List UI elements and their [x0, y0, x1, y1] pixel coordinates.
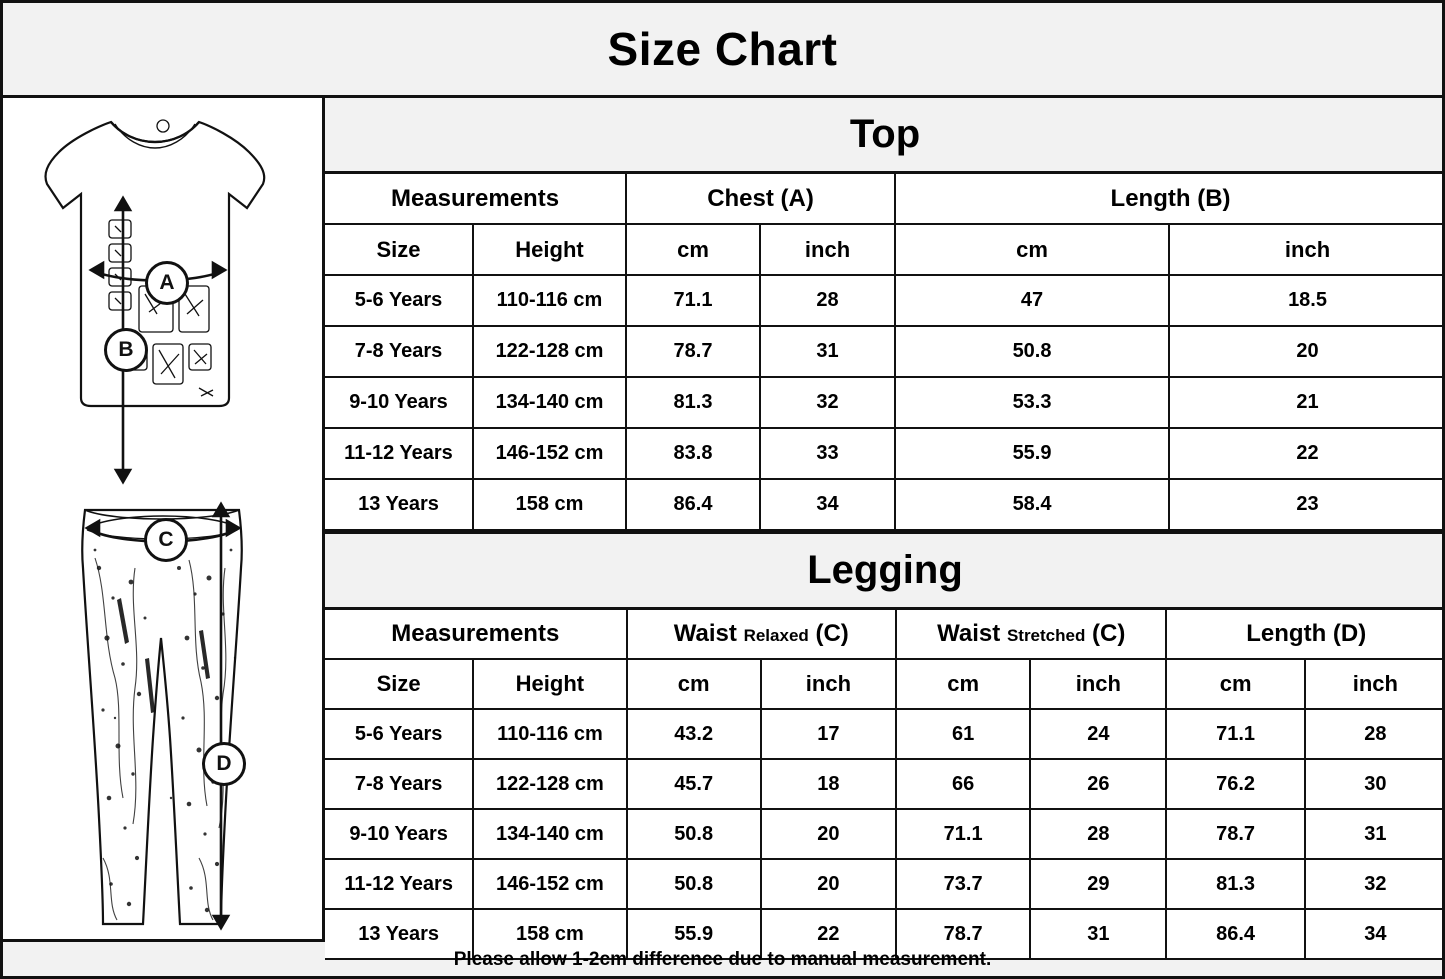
legging-row2-length-cm: 78.7: [1166, 809, 1304, 859]
top-row3-height: 146-152 cm: [473, 428, 626, 479]
legging-subheader-relaxed-inch: inch: [761, 659, 896, 709]
top-row2-height: 134-140 cm: [473, 377, 626, 428]
legging-section: [325, 534, 1445, 960]
top-measurements-table: [325, 174, 1445, 531]
marker-d: D: [202, 742, 246, 786]
top-header-length: Length (B): [895, 174, 1445, 224]
chart-body: [3, 98, 1442, 945]
legging-row2-height: 134-140 cm: [473, 809, 626, 859]
table-row: [325, 759, 1445, 809]
legging-row2-length-inch: 31: [1305, 809, 1445, 859]
top-row1-length-cm: 50.8: [895, 326, 1169, 377]
legging-row1-length-inch: 30: [1305, 759, 1445, 809]
legging-sub-header-row: [325, 659, 1445, 709]
legging-row0-size: 5-6 Years: [325, 709, 473, 759]
top-row0-chest-inch: 28: [760, 275, 895, 326]
waist-relaxed-main: Waist: [673, 620, 737, 647]
top-row0-length-cm: 47: [895, 275, 1169, 326]
top-row0-length-inch: 18.5: [1169, 275, 1445, 326]
legging-row4-size: 13 Years: [325, 909, 473, 959]
waist-relaxed-code: (C): [815, 620, 849, 647]
top-row1-chest-cm: 78.7: [626, 326, 760, 377]
legging-row3-height: 146-152 cm: [473, 859, 626, 909]
legging-row2-relaxed-inch: 20: [761, 809, 896, 859]
legging-group-header-row: [325, 610, 1445, 659]
table-row: [325, 809, 1445, 859]
legging-row1-relaxed-inch: 18: [761, 759, 896, 809]
top-section-title: Top: [849, 112, 921, 156]
marker-b: B: [104, 328, 148, 372]
table-row: [325, 377, 1445, 428]
top-section-header: [325, 98, 1445, 174]
legging-row2-relaxed-cm: 50.8: [627, 809, 761, 859]
legging-section-title: Legging: [807, 548, 963, 592]
legging-header-waist-stretched: [896, 610, 1166, 659]
waist-stretched-main: Waist: [937, 620, 1001, 647]
legging-row0-relaxed-cm: 43.2: [627, 709, 761, 759]
table-row: [325, 428, 1445, 479]
legging-row4-relaxed-inch: 22: [761, 909, 896, 959]
waist-stretched-sub: Stretched: [1006, 626, 1086, 645]
top-row2-length-inch: 21: [1169, 377, 1445, 428]
legging-row3-length-inch: 32: [1305, 859, 1445, 909]
legging-row0-relaxed-inch: 17: [761, 709, 896, 759]
legging-header-waist-relaxed: [627, 610, 896, 659]
top-row3-length-inch: 22: [1169, 428, 1445, 479]
legging-row4-length-inch: 34: [1305, 909, 1445, 959]
top-row0-height: 110-116 cm: [473, 275, 626, 326]
top-subheader-length-cm: cm: [895, 224, 1169, 275]
top-subheader-length-inch: inch: [1169, 224, 1445, 275]
top-row4-size: 13 Years: [325, 479, 473, 530]
legging-row3-stretched-cm: 73.7: [896, 859, 1030, 909]
legging-row4-stretched-inch: 31: [1030, 909, 1166, 959]
top-subheader-size: Size: [325, 224, 473, 275]
legging-section-header: [325, 534, 1445, 610]
tables-panel: [325, 98, 1445, 945]
legging-measurements-table: [325, 610, 1445, 960]
top-header-chest: Chest (A): [626, 174, 895, 224]
legging-header-measurements: Measurements: [325, 610, 627, 659]
legging-row2-stretched-inch: 28: [1030, 809, 1166, 859]
top-row1-height: 122-128 cm: [473, 326, 626, 377]
legging-row4-relaxed-cm: 55.9: [627, 909, 761, 959]
footer-note: Please allow 1-2cm difference due to manual measurement.: [453, 948, 992, 970]
table-row: [325, 479, 1445, 530]
legging-row3-relaxed-inch: 20: [761, 859, 896, 909]
waist-stretched-code: (C): [1092, 620, 1126, 647]
legging-subheader-stretched-inch: inch: [1030, 659, 1166, 709]
legging-row1-stretched-cm: 66: [896, 759, 1030, 809]
top-row2-chest-inch: 32: [760, 377, 895, 428]
legging-row0-length-inch: 28: [1305, 709, 1445, 759]
marker-a: A: [145, 261, 189, 305]
table-row: [325, 275, 1445, 326]
top-row4-height: 158 cm: [473, 479, 626, 530]
top-row0-chest-cm: 71.1: [626, 275, 760, 326]
legging-row3-length-cm: 81.3: [1166, 859, 1304, 909]
legging-row4-stretched-cm: 78.7: [896, 909, 1030, 959]
legging-subheader-length-inch: inch: [1305, 659, 1445, 709]
legging-header-length: Length (D): [1166, 610, 1445, 659]
page-title-bar: [3, 3, 1442, 98]
legging-row0-height: 110-116 cm: [473, 709, 626, 759]
top-subheader-height: Height: [473, 224, 626, 275]
table-row: [325, 859, 1445, 909]
page-title: Size Chart: [607, 23, 838, 75]
legging-row0-stretched-cm: 61: [896, 709, 1030, 759]
top-header-measurements: Measurements: [325, 174, 626, 224]
top-row4-chest-inch: 34: [760, 479, 895, 530]
top-section: [325, 98, 1445, 534]
legging-row0-length-cm: 71.1: [1166, 709, 1304, 759]
waist-relaxed-sub: Relaxed: [743, 626, 809, 645]
legging-subheader-size: Size: [325, 659, 473, 709]
top-subheader-chest-cm: cm: [626, 224, 760, 275]
legging-row3-relaxed-cm: 50.8: [627, 859, 761, 909]
top-row4-length-cm: 58.4: [895, 479, 1169, 530]
top-row3-chest-inch: 33: [760, 428, 895, 479]
legging-row1-length-cm: 76.2: [1166, 759, 1304, 809]
legging-subheader-length-cm: cm: [1166, 659, 1304, 709]
top-row3-chest-cm: 83.8: [626, 428, 760, 479]
legging-row4-height: 158 cm: [473, 909, 626, 959]
legging-row1-relaxed-cm: 45.7: [627, 759, 761, 809]
marker-c: C: [144, 518, 188, 562]
legging-row1-size: 7-8 Years: [325, 759, 473, 809]
legging-subheader-height: Height: [473, 659, 626, 709]
top-row2-size: 9-10 Years: [325, 377, 473, 428]
legging-row1-height: 122-128 cm: [473, 759, 626, 809]
top-row0-size: 5-6 Years: [325, 275, 473, 326]
top-row1-size: 7-8 Years: [325, 326, 473, 377]
legging-row3-stretched-inch: 29: [1030, 859, 1166, 909]
legging-subheader-stretched-cm: cm: [896, 659, 1030, 709]
top-sub-header-row: [325, 224, 1445, 275]
top-subheader-chest-inch: inch: [760, 224, 895, 275]
top-row4-chest-cm: 86.4: [626, 479, 760, 530]
legging-row1-stretched-inch: 26: [1030, 759, 1166, 809]
legging-row2-size: 9-10 Years: [325, 809, 473, 859]
top-group-header-row: [325, 174, 1445, 224]
top-row1-length-inch: 20: [1169, 326, 1445, 377]
legging-row4-length-cm: 86.4: [1166, 909, 1304, 959]
top-row1-chest-inch: 31: [760, 326, 895, 377]
legging-subheader-relaxed-cm: cm: [627, 659, 761, 709]
table-row: [325, 709, 1445, 759]
top-row3-length-cm: 55.9: [895, 428, 1169, 479]
table-row: [325, 326, 1445, 377]
top-row4-length-inch: 23: [1169, 479, 1445, 530]
top-row3-size: 11-12 Years: [325, 428, 473, 479]
top-row2-chest-cm: 81.3: [626, 377, 760, 428]
legging-row2-stretched-cm: 71.1: [896, 809, 1030, 859]
legging-row3-size: 11-12 Years: [325, 859, 473, 909]
legging-row0-stretched-inch: 24: [1030, 709, 1166, 759]
garment-illustration-panel: [3, 98, 325, 939]
top-row2-length-cm: 53.3: [895, 377, 1169, 428]
